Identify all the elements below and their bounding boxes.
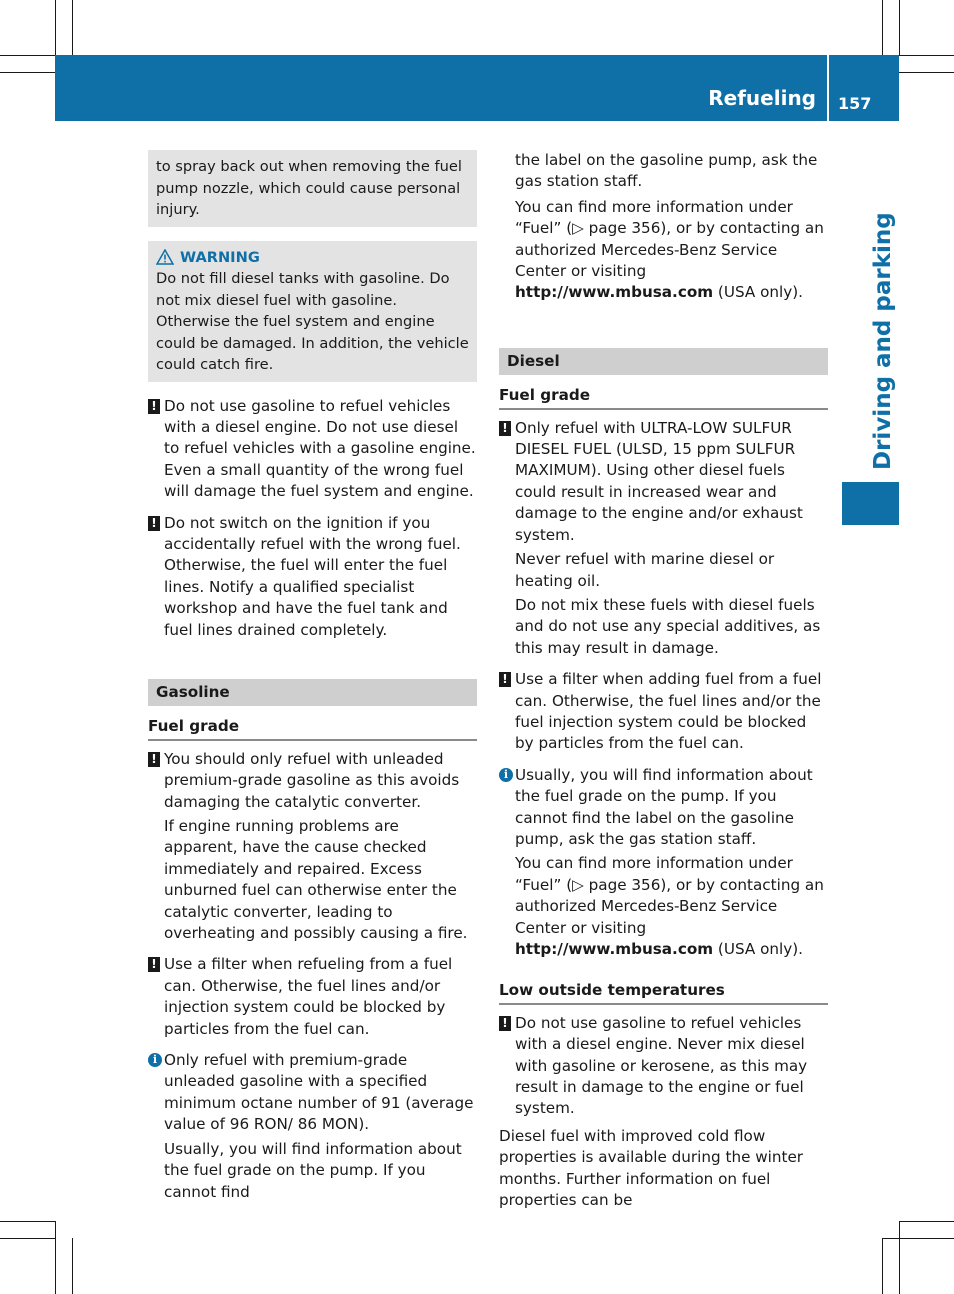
crop-mark bbox=[899, 55, 954, 56]
info-item bbox=[148, 1050, 477, 1203]
note-item bbox=[499, 669, 828, 755]
crop-mark bbox=[72, 0, 73, 55]
section-heading-diesel: Diesel bbox=[499, 348, 828, 375]
note-text: Only refuel with ULTRA-LOW SULFUR DIESEL FUEL (ULSD, 15 ppm SULFUR MAXIMUM). Using other diesel fuels could result in increased wear and damage to the engine and/or exhaust system. bbox=[515, 418, 803, 544]
info-item bbox=[499, 765, 828, 961]
crop-mark bbox=[0, 1221, 55, 1222]
crop-mark bbox=[882, 0, 883, 55]
exclamation-icon: ! bbox=[499, 421, 511, 436]
note-text: Do not use gasoline to refuel vehicles with a diesel engine. Never mix diesel with gasoline or kerosene, as this may result in damage to the engine or fuel system. bbox=[515, 1013, 808, 1118]
crop-mark bbox=[899, 0, 900, 55]
right-column bbox=[499, 150, 828, 1215]
header-divider bbox=[827, 55, 829, 121]
exclamation-icon: ! bbox=[148, 516, 160, 531]
crop-mark bbox=[0, 55, 55, 56]
note-item bbox=[499, 418, 828, 659]
note-text: Use a filter when refueling from a fuel can. Otherwise, the fuel lines and/or injection system could be blocked by particles from the fuel can. bbox=[164, 955, 453, 1038]
note-text: Do not use gasoline to refuel vehicles with a diesel engine. Do not use diesel to refuel vehicles with a gasoline engine. Even a small quantity of the wrong fuel will damage the fuel system and engine. bbox=[164, 396, 476, 501]
crop-mark bbox=[0, 1238, 55, 1239]
note-text: Do not switch on the ignition if you accidentally refuel with the wrong fuel. Otherwise, the fuel will enter the fuel lines. Notify a qualified specialist workshop and have the fuel tank and fuel lines drained completely. bbox=[164, 513, 461, 639]
side-tab-marker bbox=[842, 482, 899, 525]
crop-mark bbox=[55, 0, 56, 55]
crop-mark bbox=[55, 1221, 56, 1294]
note-item bbox=[148, 749, 477, 945]
warning-box bbox=[148, 241, 477, 382]
exclamation-icon: ! bbox=[148, 957, 160, 972]
page-title: Refueling bbox=[708, 86, 816, 110]
info-icon: i bbox=[148, 1053, 162, 1067]
note-item bbox=[148, 954, 477, 1040]
info-text: You can find more information under “Fuel” (▷ page 356), or by contacting an authorized Mercedes-Benz Service Center or visiting http://www.mbusa.com (USA only). bbox=[515, 854, 824, 958]
crop-mark bbox=[72, 1238, 73, 1294]
exclamation-icon: ! bbox=[148, 752, 160, 767]
note-item bbox=[148, 396, 477, 503]
section-heading-gasoline: Gasoline bbox=[148, 679, 477, 706]
info-text: You can find more information under “Fuel” (▷ page 356), or by contacting an authorized Mercedes-Benz Service Center or visiting http://www.mbusa.com (USA only). bbox=[515, 197, 824, 302]
crop-mark bbox=[882, 1238, 954, 1239]
continued-warning-box bbox=[148, 150, 477, 227]
crop-mark bbox=[0, 72, 55, 73]
crop-mark bbox=[899, 1221, 900, 1294]
website-link: http://www.mbusa.com bbox=[515, 940, 714, 958]
note-item bbox=[148, 513, 477, 641]
note-item bbox=[499, 1013, 828, 1120]
info-text: Usually, you will find information about the fuel grade on the pump. If you cannot find the label on the gasoline pump, ask the gas station staff. bbox=[515, 765, 813, 848]
note-text: You should only refuel with unleaded premium-grade gasoline as this avoids damaging the catalytic converter. bbox=[164, 749, 460, 811]
subheading-fuel-grade: Fuel grade bbox=[148, 716, 477, 740]
website-link: http://www.mbusa.com bbox=[515, 283, 714, 302]
exclamation-icon: ! bbox=[499, 672, 511, 687]
subheading-fuel-grade: Fuel grade bbox=[499, 385, 828, 409]
note-text: If engine running problems are apparent, have the cause checked immediately and repaired. Excess unburned fuel can otherwise enter the catalytic converter, leading to overheating and possibly causing a fire. bbox=[164, 817, 468, 943]
info-text: Only refuel with premium-grade unleaded gasoline with a specified minimum octane number of 91 (average value of 96 RON/ 86 MON). bbox=[164, 1051, 474, 1134]
exclamation-icon: ! bbox=[499, 1016, 511, 1031]
left-column bbox=[148, 150, 477, 1213]
continued-warning-text: to spray back out when removing the fuel pump nozzle, which could cause personal injury. bbox=[156, 158, 462, 218]
note-text: Do not mix these fuels with diesel fuels and do not use any special additives, as this may result in damage. bbox=[515, 595, 821, 657]
warning-triangle-icon bbox=[156, 249, 174, 265]
subheading-low-outside-temperatures: Low outside temperatures bbox=[499, 980, 828, 1004]
crop-mark bbox=[899, 72, 954, 73]
note-text: Never refuel with marine diesel or heating oil. bbox=[515, 550, 775, 590]
warning-heading bbox=[156, 247, 469, 269]
crop-mark bbox=[882, 1238, 883, 1294]
exclamation-icon: ! bbox=[148, 399, 160, 414]
side-tab-label: Driving and parking bbox=[870, 212, 896, 470]
crop-mark bbox=[899, 1221, 954, 1222]
note-text: Use a filter when adding fuel from a fuel can. Otherwise, the fuel lines and/or the fuel injection system could be blocked by particles from the fuel can. bbox=[515, 670, 822, 753]
warning-title: WARNING bbox=[180, 248, 260, 266]
body-text: Diesel fuel with improved cold flow properties is available during the winter months. Further information on fuel properties can be bbox=[499, 1126, 804, 1210]
info-icon: i bbox=[499, 768, 513, 782]
info-text: Usually, you will find information about the fuel grade on the pump. If you cannot find bbox=[164, 1139, 462, 1201]
warning-text: Do not fill diesel tanks with gasoline. Do not mix diesel fuel with gasoline. Otherwise the fuel system and engine could be damaged. In addition, the vehicle could catch fire. bbox=[156, 270, 469, 373]
info-text: the label on the gasoline pump, ask the gas station staff. bbox=[515, 151, 818, 191]
page-number: 157 bbox=[838, 94, 872, 113]
side-tab bbox=[842, 212, 896, 470]
continued-info bbox=[499, 150, 828, 304]
